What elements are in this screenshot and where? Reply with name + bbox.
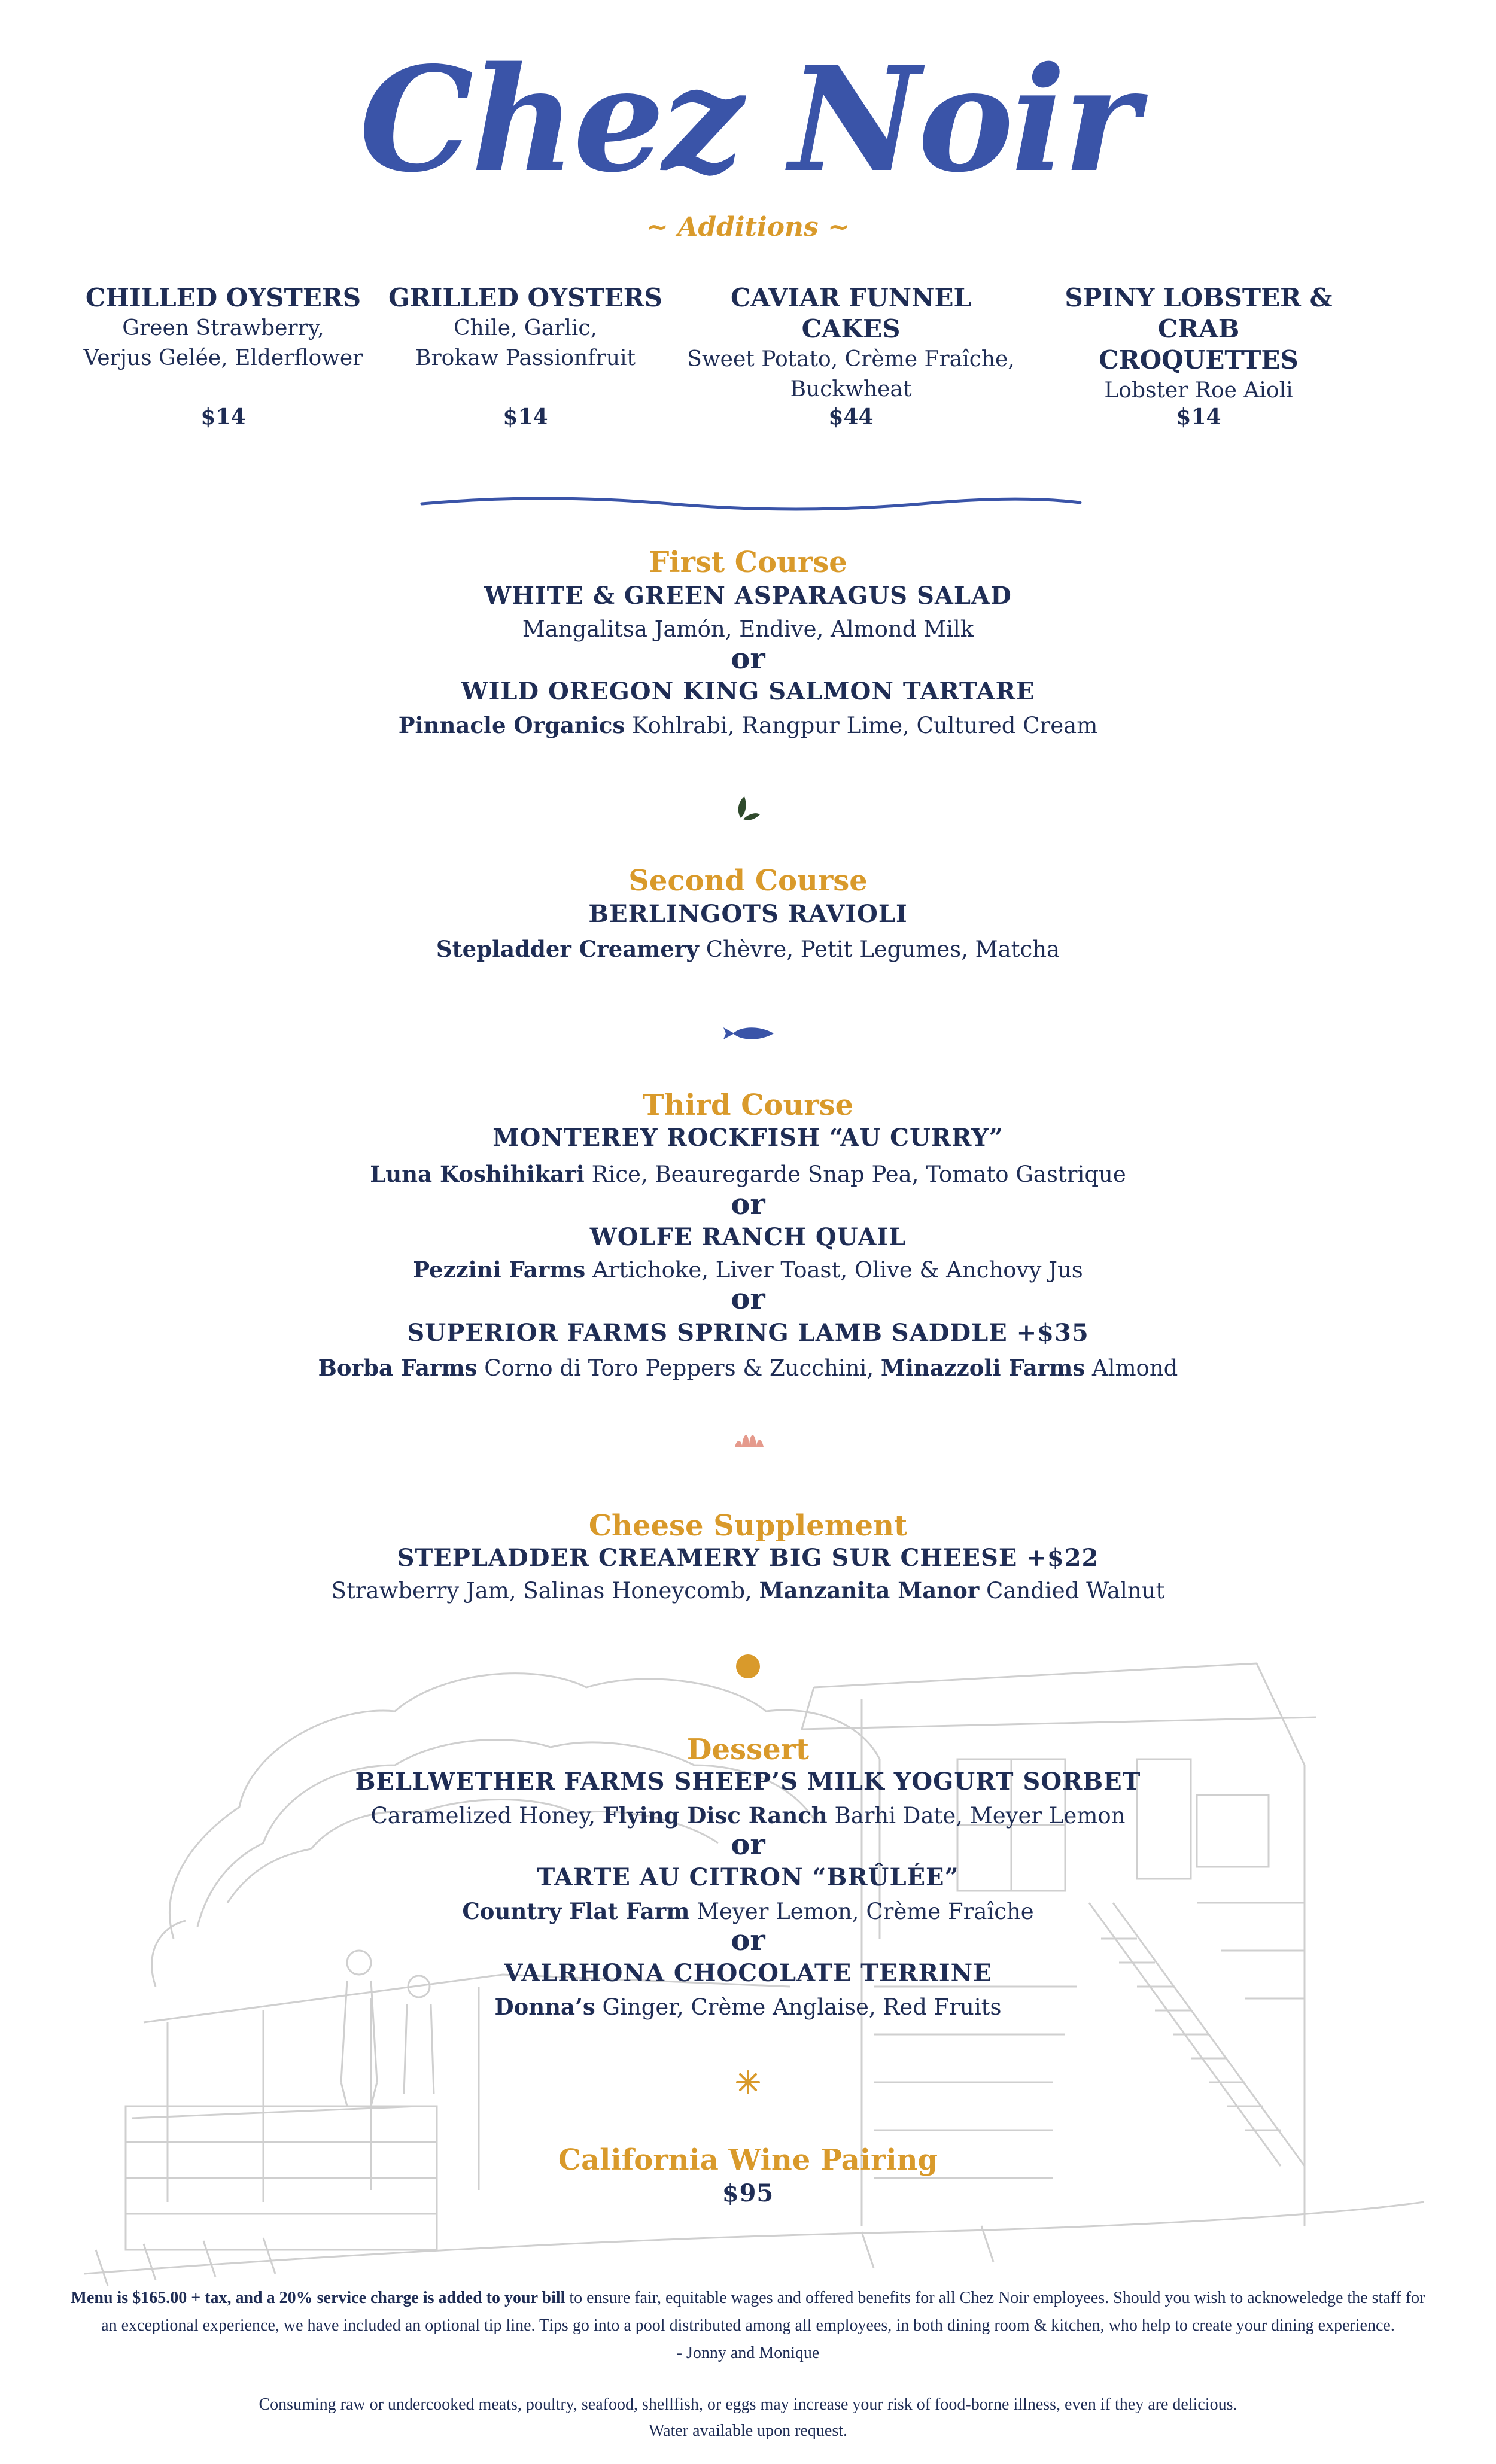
second-course-title: Second Course: [628, 864, 868, 898]
dish-description: Stepladder Creamery Chèvre, Petit Legumes, Matcha: [436, 936, 1060, 962]
wave-divider-icon: [419, 491, 1083, 515]
third-course-title: Third Course: [642, 1088, 854, 1122]
service-charge-note: Menu is $165.00 + tax, and a 20% service charge is added to your bill to ensure fair, equitable wages and offered benefits for all Chez Noir employees. Should you wish to acknoweledge the staff for: [71, 2289, 1425, 2307]
dish-name: BELLWETHER FARMS SHEEP’S MILK YOGURT SORBET: [355, 1768, 1141, 1796]
restaurant-logo: Chez Noir: [359, 35, 1137, 204]
service-charge-note: an exceptional experience, we have included an optional tip line. Tips go into a pool distributed among all employees, in both dining room & kitchen, who help to create your dining experience.: [101, 2316, 1395, 2335]
dot-icon: [735, 1654, 761, 1679]
or-separator: or: [731, 1828, 765, 1861]
or-separator: or: [731, 1924, 765, 1957]
dish-description: Pinnacle Organics Kohlrabi, Rangpur Lime, Cultured Cream: [398, 712, 1098, 738]
addition-desc: Green Strawberry,: [122, 316, 324, 340]
addition-desc: Buckwheat: [790, 377, 912, 401]
addition-desc: Sweet Potato, Crème Fraîche,: [687, 347, 1015, 372]
dessert-title: Dessert: [686, 1733, 810, 1766]
dish-name: MONTEREY ROCKFISH “AU CURRY”: [492, 1124, 1004, 1152]
addition-price: $14: [503, 404, 548, 430]
dish-name: WOLFE RANCH QUAIL: [589, 1223, 907, 1251]
dish-name: WILD OREGON KING SALMON TARTARE: [461, 677, 1035, 705]
farm-name: Pinnacle Organics: [398, 712, 625, 738]
dish-name: SUPERIOR FARMS SPRING LAMB SADDLE +$35: [407, 1319, 1089, 1347]
addition-name: GRILLED OYSTERS: [388, 283, 662, 312]
addition-desc: Lobster Roe Aioli: [1104, 378, 1293, 403]
addition-price: $14: [1176, 404, 1221, 430]
dish-name: BERLINGOTS RAVIOLI: [588, 900, 908, 928]
starburst-icon: [736, 2070, 760, 2094]
water-note: Water available upon request.: [648, 2422, 848, 2440]
farm-name: Borba Farms: [318, 1355, 478, 1381]
addition-price: $14: [200, 404, 246, 430]
farm-name: Minazzoli Farms: [880, 1355, 1085, 1381]
dish-description: Borba Farms Corno di Toro Peppers & Zucchini, Minazzoli Farms Almond: [318, 1355, 1178, 1381]
or-separator: or: [731, 642, 765, 676]
addition-name: SPINY LOBSTER & CRAB: [1065, 283, 1333, 343]
addition-item: [683, 282, 1018, 404]
cheese-supplement-title: Cheese Supplement: [588, 1509, 908, 1543]
wine-pairing-price: $95: [722, 2179, 774, 2207]
addition-desc: Chile, Garlic,: [453, 316, 597, 340]
addition-price: $44: [828, 404, 874, 430]
addition-item: [56, 282, 391, 373]
farm-name: Stepladder Creamery: [436, 936, 699, 962]
or-separator: or: [731, 1282, 765, 1316]
addition-desc: Verjus Gelée, Elderflower: [83, 346, 363, 370]
farm-name: Country Flat Farm: [462, 1898, 690, 1924]
dish-description: Donna’s Ginger, Crème Anglaise, Red Fruits: [494, 1994, 1002, 2020]
farm-name: Luna Koshihikari: [370, 1161, 585, 1187]
dish-description: Strawberry Jam, Salinas Honeycomb, Manzanita Manor Candied Walnut: [331, 1577, 1165, 1604]
food-safety-warning: Consuming raw or undercooked meats, poultry, seafood, shellfish, or eggs may increase your risk of food-borne illness, even if they are delicious.: [259, 2395, 1237, 2414]
fish-icon: [721, 1024, 775, 1042]
additions-label: ~ Additions ~: [646, 212, 850, 242]
dish-name: VALRHONA CHOCOLATE TERRINE: [504, 1959, 992, 1987]
farm-name: Pezzini Farms: [413, 1257, 586, 1283]
dish-description: Mangalitsa Jamón, Endive, Almond Milk: [522, 616, 974, 642]
leaf-icon: [735, 793, 761, 823]
addition-item: [358, 282, 693, 373]
signature: - Jonny and Monique: [676, 2344, 820, 2362]
addition-item: [1031, 282, 1366, 406]
farm-name: Flying Disc Ranch: [602, 1802, 828, 1829]
dish-name: TARTE AU CITRON “BRÛLÉE”: [537, 1863, 959, 1891]
farm-name: Manzanita Manor: [759, 1577, 980, 1604]
first-course-title: First Course: [649, 546, 847, 579]
dish-description: Caramelized Honey, Flying Disc Ranch Barhi Date, Meyer Lemon: [370, 1802, 1126, 1829]
addition-desc: Brokaw Passionfruit: [415, 346, 636, 370]
dish-description: Pezzini Farms Artichoke, Liver Toast, Olive & Anchovy Jus: [413, 1257, 1083, 1283]
dish-description: Luna Koshihikari Rice, Beauregarde Snap Pea, Tomato Gastrique: [370, 1161, 1126, 1187]
addition-name: CHILLED OYSTERS: [85, 283, 361, 312]
dish-description: Country Flat Farm Meyer Lemon, Crème Fraîche: [462, 1898, 1034, 1924]
farm-name: Donna’s: [494, 1994, 595, 2020]
or-separator: or: [731, 1188, 765, 1221]
coral-icon: [734, 1428, 765, 1448]
dish-name: STEPLADDER CREAMERY BIG SUR CHEESE +$22: [397, 1544, 1099, 1572]
wine-pairing-title: California Wine Pairing: [558, 2143, 938, 2177]
addition-name: CROQUETTES: [1099, 345, 1299, 375]
dish-name: WHITE & GREEN ASPARAGUS SALAD: [484, 582, 1012, 610]
addition-name: CAVIAR FUNNEL CAKES: [730, 283, 972, 343]
